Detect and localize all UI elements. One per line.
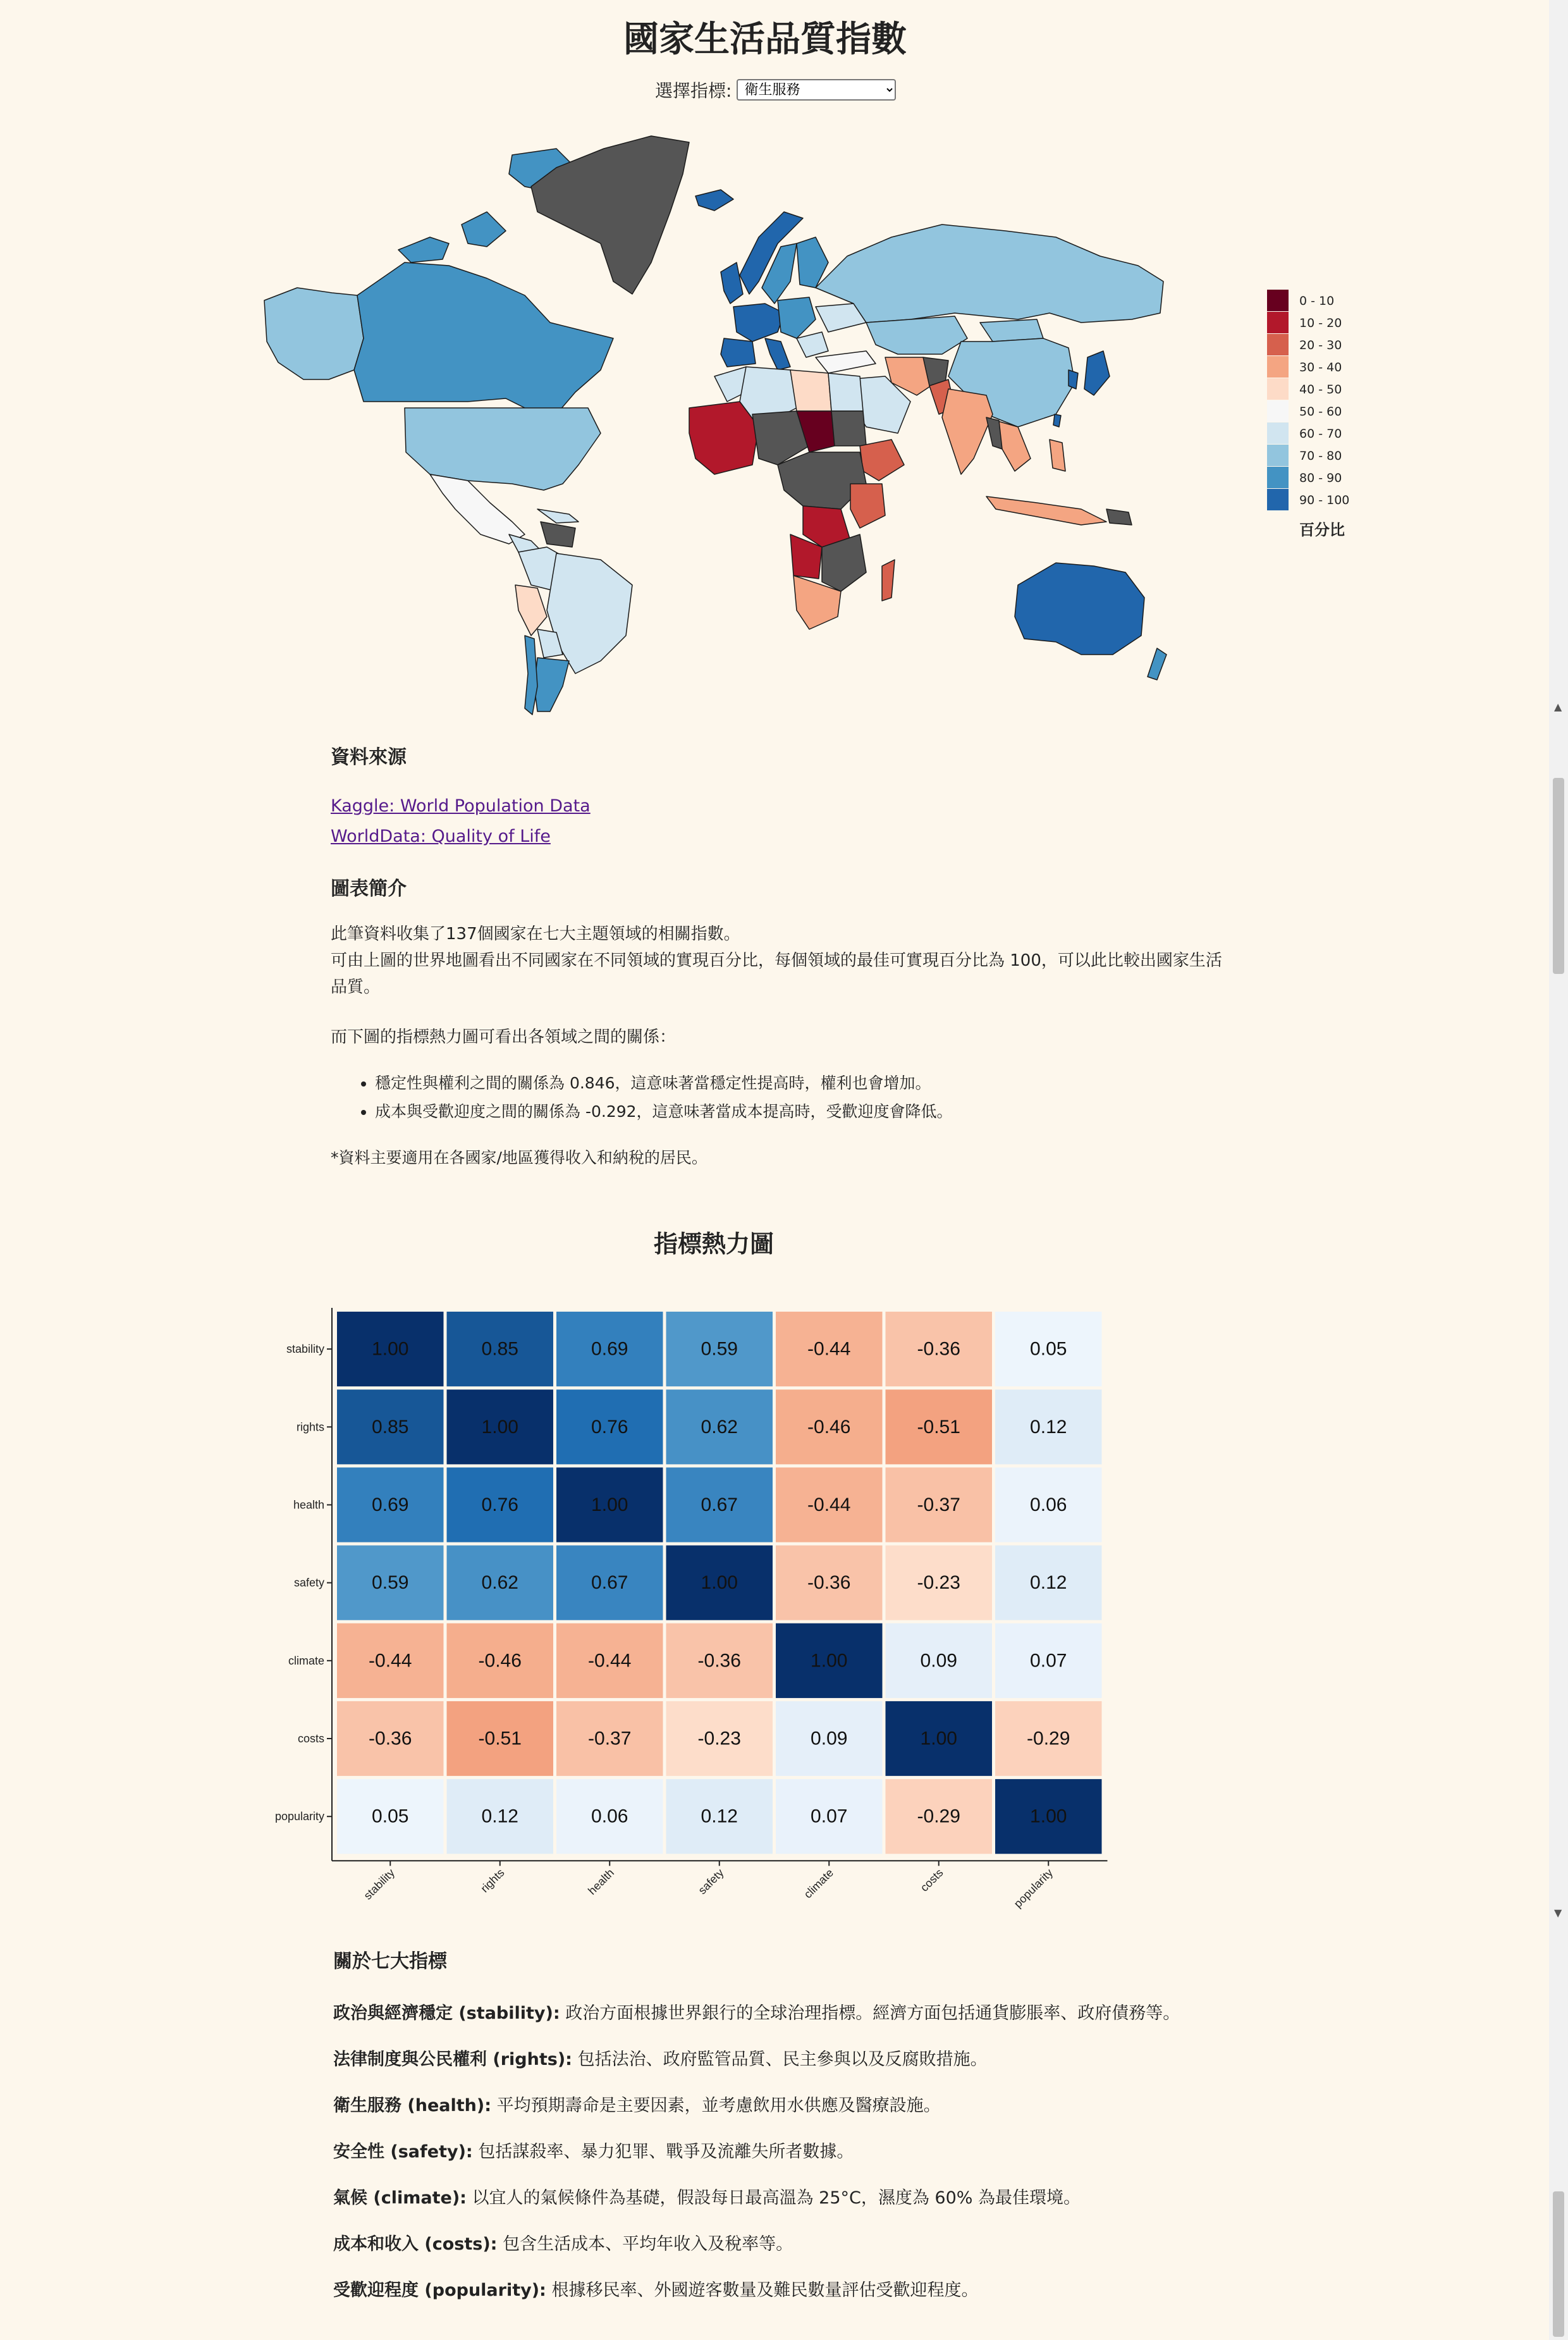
heatmap-cell-value: 1.00 <box>920 1728 957 1749</box>
legend-label: 90 - 100 <box>1299 493 1350 507</box>
legend-label: 70 - 80 <box>1299 449 1342 463</box>
country-sudan[interactable] <box>831 411 866 446</box>
indicator-name: 氣候 (climate): <box>333 2188 467 2208</box>
legend-label: 10 - 20 <box>1299 316 1342 330</box>
heatmap-cell-value: 0.69 <box>372 1494 409 1515</box>
legend-swatch <box>1267 378 1289 400</box>
country-east-africa[interactable] <box>850 484 885 528</box>
indicator-selector-label: 選擇指標: <box>655 80 732 101</box>
country-libya[interactable] <box>790 370 831 411</box>
heatmap-cell-value: 0.07 <box>811 1806 848 1827</box>
legend-swatch <box>1267 312 1289 333</box>
heatmap-cell-value: 0.05 <box>372 1806 409 1827</box>
bullet-item: • 成本與受歡迎度之間的關係為 -0.292，這意味著當成本提高時，受歡迎度會降低。 <box>375 1097 1279 1126</box>
sources-heading: 資料來源 <box>331 746 407 768</box>
intro-note: *資料主要適用在各國家/地區獲得收入和納稅的居民。 <box>331 1148 707 1167</box>
legend-swatch <box>1267 400 1289 422</box>
indicator-selector <box>655 77 896 102</box>
legend-swatch <box>1267 290 1289 311</box>
x-tick-label: safety <box>695 1866 726 1897</box>
heatmap-cell-value: 0.59 <box>701 1338 738 1360</box>
heatmap-cell-value: 0.67 <box>701 1494 738 1515</box>
heatmap-cell-value: 0.85 <box>372 1416 409 1438</box>
heatmap-cell-value: 0.06 <box>1030 1494 1067 1515</box>
indicator-description: 政治方面根據世界銀行的全球治理指標。經濟方面包括通貨膨脹率、政府債務等。 <box>565 2004 1180 2023</box>
heatmap-cell-value: -0.36 <box>807 1572 851 1594</box>
indicator-definition <box>333 2187 1345 2210</box>
correlation-heatmap <box>266 1303 1113 1910</box>
kaggle-link[interactable]: Kaggle: World Population Data <box>331 796 591 816</box>
legend-swatch <box>1267 467 1289 488</box>
indicator-description: 根據移民率、外國遊客數量及難民數量評估受歡迎程度。 <box>551 2281 979 2300</box>
indicator-definition <box>333 2141 1345 2164</box>
x-tick-label: stability <box>361 1866 398 1902</box>
country-west-africa[interactable] <box>689 402 759 474</box>
heatmap-cell-value: -0.44 <box>807 1338 851 1360</box>
scrollbar[interactable] <box>1549 0 1568 2340</box>
heatmap-cell-value: 0.12 <box>1030 1572 1067 1594</box>
x-tick-label: popularity <box>1011 1866 1056 1910</box>
about-heading: 關於七大指標 <box>333 1950 447 1973</box>
intro-line-2: 可由上圖的世界地圖看出不同國家在不同領域的實現百分比，每個領域的最佳可實現百分比為 100，可以此比較出國家生活品質。 <box>331 951 1222 997</box>
country-iceland[interactable] <box>695 190 733 211</box>
heatmap-cell-value: -0.46 <box>807 1416 851 1438</box>
heatmap-cell-value: 0.09 <box>811 1728 848 1749</box>
bullet-item: • 穩定性與權利之間的關係為 0.846，這意味著當穩定性提高時，權利也會增加。 <box>375 1069 1279 1097</box>
country-italy[interactable] <box>765 338 790 370</box>
legend-swatch <box>1267 334 1289 355</box>
country-turkey[interactable] <box>816 351 876 373</box>
country-indonesia[interactable] <box>986 496 1106 525</box>
heatmap-cell-value: 1.00 <box>1030 1806 1067 1827</box>
indicator-name: 法律制度與公民權利 (rights): <box>333 2050 572 2069</box>
heatmap-cell-value: -0.44 <box>588 1650 632 1672</box>
legend-label: 0 - 10 <box>1299 294 1335 308</box>
indicator-name: 政治與經濟穩定 (stability): <box>333 2004 560 2023</box>
heatmap-cell-value: 0.07 <box>1030 1650 1067 1672</box>
x-tick-label: costs <box>917 1866 946 1894</box>
country-papua[interactable] <box>1106 509 1132 525</box>
heatmap-cell-value: -0.36 <box>917 1338 960 1360</box>
indicator-description: 包含生活成本、平均年收入及稅率等。 <box>503 2234 793 2254</box>
country-russia[interactable] <box>816 225 1163 323</box>
indicator-name: 安全性 (safety): <box>333 2142 473 2162</box>
heatmap-cell-value: 0.76 <box>481 1494 518 1515</box>
scrollbar-thumb-lower[interactable] <box>1553 2191 1564 2337</box>
country-uk[interactable] <box>721 262 743 304</box>
intro-text <box>331 921 1222 1001</box>
heatmap-cell-value: -0.44 <box>369 1650 412 1672</box>
worlddata-link[interactable]: WorldData: Quality of Life <box>331 827 551 846</box>
scroll-down-icon[interactable]: ▼ <box>1554 1907 1562 1919</box>
country-south-korea[interactable] <box>1069 370 1078 389</box>
country-argentina[interactable] <box>534 658 569 711</box>
heatmap-cell-value: 0.12 <box>1030 1416 1067 1438</box>
heatmap-cell-value: 1.00 <box>701 1572 738 1594</box>
heatmap-cell-value: 0.06 <box>591 1806 628 1827</box>
indicator-name: 受歡迎程度 (popularity): <box>333 2281 546 2300</box>
y-tick-label: stability <box>286 1343 324 1356</box>
heatmap-cell-value: -0.29 <box>917 1806 960 1827</box>
legend-swatch <box>1267 489 1289 510</box>
heatmap-cell-value: 1.00 <box>811 1650 848 1672</box>
country-venezuela[interactable] <box>541 522 575 547</box>
country-madagascar[interactable] <box>882 560 895 601</box>
country-chile[interactable] <box>525 636 537 715</box>
indicator-description: 平均預期壽命是主要因素，並考慮飲用水供應及醫療設施。 <box>496 2096 941 2115</box>
country-australia[interactable] <box>1015 563 1144 655</box>
heatmap-cell-value: 1.00 <box>481 1416 518 1438</box>
heatmap-cell-value: -0.36 <box>697 1650 741 1672</box>
indicator-definition <box>333 2002 1345 2025</box>
legend-label: 80 - 90 <box>1299 471 1342 485</box>
heatmap-cell-value: 0.59 <box>372 1572 409 1594</box>
x-tick-label: health <box>585 1866 617 1897</box>
scroll-up-icon[interactable]: ▲ <box>1554 701 1562 713</box>
heatmap-cell-value: 0.85 <box>481 1338 518 1360</box>
indicator-definition <box>333 2279 1345 2302</box>
heatmap-cell-value: 1.00 <box>372 1338 409 1360</box>
x-tick-label: rights <box>478 1866 507 1895</box>
heatmap-title: 指標熱力圖 <box>654 1230 775 1258</box>
country-ethiopia[interactable] <box>860 440 904 481</box>
heatmap-cell-value: -0.23 <box>697 1728 741 1749</box>
heatmap-cell-value: 0.12 <box>701 1806 738 1827</box>
heatmap-cell-value: -0.51 <box>917 1416 960 1438</box>
heatmap-cell-value: -0.37 <box>588 1728 632 1749</box>
heatmap-cell-value: 0.69 <box>591 1338 628 1360</box>
heatmap-cell-value: 0.62 <box>481 1572 518 1594</box>
indicator-definition <box>333 2095 1345 2117</box>
country-central-europe[interactable] <box>778 297 816 338</box>
heatmap-cell-value: -0.51 <box>478 1728 522 1749</box>
country-balkans[interactable] <box>797 332 828 357</box>
indicator-definition <box>333 2048 1345 2071</box>
intro-line-1: 此筆資料收集了137個國家在七大主題領域的相關指數。 <box>331 925 740 944</box>
y-tick-label: popularity <box>274 1810 324 1823</box>
legend-swatch <box>1267 445 1289 466</box>
country-philippines[interactable] <box>1050 440 1065 471</box>
y-tick-label: rights <box>296 1420 324 1434</box>
intro-heading: 圖表簡介 <box>331 878 407 900</box>
world-map <box>259 130 1170 718</box>
indicator-name: 衛生服務 (health): <box>333 2096 492 2115</box>
heatmap-cell-value: -0.44 <box>807 1494 851 1515</box>
heatmap-cell-value: 0.67 <box>591 1572 628 1594</box>
country-egypt[interactable] <box>828 373 863 411</box>
indicator-select[interactable] <box>737 79 896 101</box>
legend-title: 百分比 <box>1299 521 1345 539</box>
x-tick-label: climate <box>801 1866 836 1901</box>
indicator-name: 成本和收入 (costs): <box>333 2234 498 2254</box>
heatmap-cell-value: 0.62 <box>701 1416 738 1438</box>
intro-bullets <box>331 1069 1279 1126</box>
country-alaska[interactable] <box>264 288 364 379</box>
country-taiwan[interactable] <box>1053 414 1061 427</box>
y-tick-label: climate <box>288 1654 324 1667</box>
indicator-description: 包括謀殺率、暴力犯罪、戰爭及流離失所者數據。 <box>478 2142 854 2162</box>
country-canada[interactable] <box>354 262 613 414</box>
heatmap-cell-value: -0.36 <box>369 1728 412 1749</box>
heatmap-cell-value: 0.09 <box>920 1650 957 1672</box>
country-spain[interactable] <box>721 338 756 367</box>
legend-label: 60 - 70 <box>1299 427 1342 441</box>
heatmap-cell-value: -0.37 <box>917 1494 960 1515</box>
heatmap-cell-value: 0.12 <box>481 1806 518 1827</box>
sources-links <box>331 792 591 853</box>
country-kazakhstan[interactable] <box>866 316 967 354</box>
country-peru[interactable] <box>515 585 547 636</box>
about-indicators <box>333 1945 1345 2325</box>
y-tick-label: costs <box>297 1732 324 1746</box>
legend-label: 20 - 30 <box>1299 338 1342 352</box>
heatmap-cell-value: -0.29 <box>1027 1728 1070 1749</box>
country-west-europe[interactable] <box>733 304 784 342</box>
indicator-description: 以宜人的氣候條件為基礎，假設每日最高溫為 25°C，濕度為 60% 為最佳環境。 <box>472 2188 1081 2208</box>
scrollbar-thumb[interactable] <box>1553 778 1564 974</box>
country-caribbean[interactable] <box>537 509 579 523</box>
indicator-description: 包括法治、政府監管品質、民主參與以及反腐敗措施。 <box>577 2050 988 2069</box>
country-japan[interactable] <box>1084 351 1110 395</box>
page-title: 國家生活品質指數 <box>623 19 907 60</box>
country-mexico[interactable] <box>430 474 525 544</box>
y-tick-label: health <box>293 1498 324 1512</box>
country-new-zealand[interactable] <box>1148 648 1167 680</box>
legend-label: 40 - 50 <box>1299 383 1342 397</box>
country-india[interactable] <box>942 389 993 474</box>
heatmap-cell-value: 0.76 <box>591 1416 628 1438</box>
indicator-definition <box>333 2233 1345 2256</box>
country-mongolia[interactable] <box>980 319 1043 342</box>
heatmap-cell-value: -0.46 <box>478 1650 522 1672</box>
heatmap-cell-value: -0.23 <box>917 1572 960 1594</box>
intro-line-3: 而下圖的指標熱力圖可看出各領域之間的關係： <box>331 1028 677 1047</box>
y-tick-label: safety <box>293 1576 324 1589</box>
legend-label: 30 - 40 <box>1299 360 1342 374</box>
heatmap-cell-value: 1.00 <box>591 1494 628 1515</box>
legend-label: 50 - 60 <box>1299 405 1342 419</box>
heatmap-cell-value: 0.05 <box>1030 1338 1067 1360</box>
map-legend <box>1265 290 1391 517</box>
legend-swatch <box>1267 422 1289 444</box>
legend-swatch <box>1267 356 1289 378</box>
